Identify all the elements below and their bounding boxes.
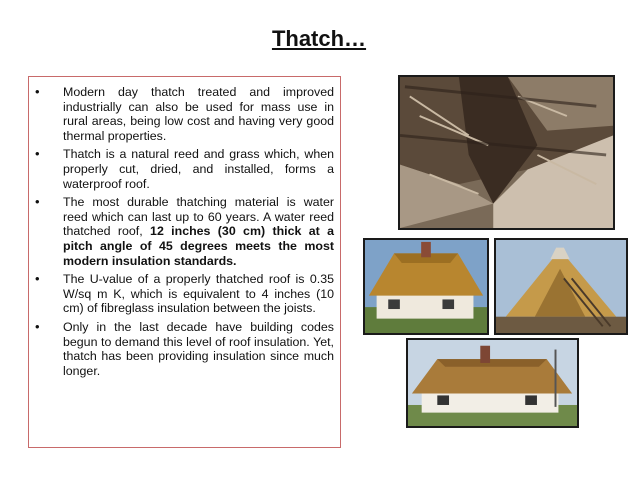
bullet-item <box>35 147 334 191</box>
slide-title: Thatch… <box>271 26 367 51</box>
bullet-text: The U-value of a properly thatched roof is 0.35 W/sq m K, which is equivalent to 4 inches (10 cm) of fibreglass insulation between the joists. <box>63 272 334 316</box>
bullet-text: The most durable thatching material is water reed which can last up to 60 years. A water reed thatched roof, <box>63 195 334 239</box>
bullet-text: Only in the last decade have building codes begun to demand this level of roof insulation. Yet, thatch has been providing insulation since much longer. <box>63 319 334 378</box>
bullet-list <box>35 85 334 378</box>
bullet-text-bold: 12 inches (30 cm) thick at a pitch angle of 45 degrees meets the most modern insulation standards. <box>63 224 334 268</box>
bullet-text: Thatch is a natural reed and grass which, when properly cut, dried, and installed, forms a waterproof roof. <box>63 147 334 191</box>
photo-thatching-in-progress <box>494 238 628 335</box>
bullet-marker: • <box>35 194 40 210</box>
bullet-marker: • <box>35 271 40 287</box>
bullet-item <box>35 272 334 316</box>
bullet-text-box <box>28 76 341 448</box>
bullet-marker: • <box>35 318 40 334</box>
bullet-marker: • <box>35 84 40 99</box>
bullet-item <box>35 320 334 378</box>
bullet-marker: • <box>35 146 40 162</box>
bullet-item <box>35 195 334 268</box>
photo-thatch-interior <box>398 75 615 230</box>
bullet-item <box>35 85 334 143</box>
bullet-text: Modern day thatch treated and improved industrially can also be used for mass use in rural areas, being low cost and having very good thermal properties. <box>63 85 334 143</box>
photo-white-thatched-cottage <box>406 338 579 428</box>
photo-thatched-cottage <box>363 238 489 335</box>
